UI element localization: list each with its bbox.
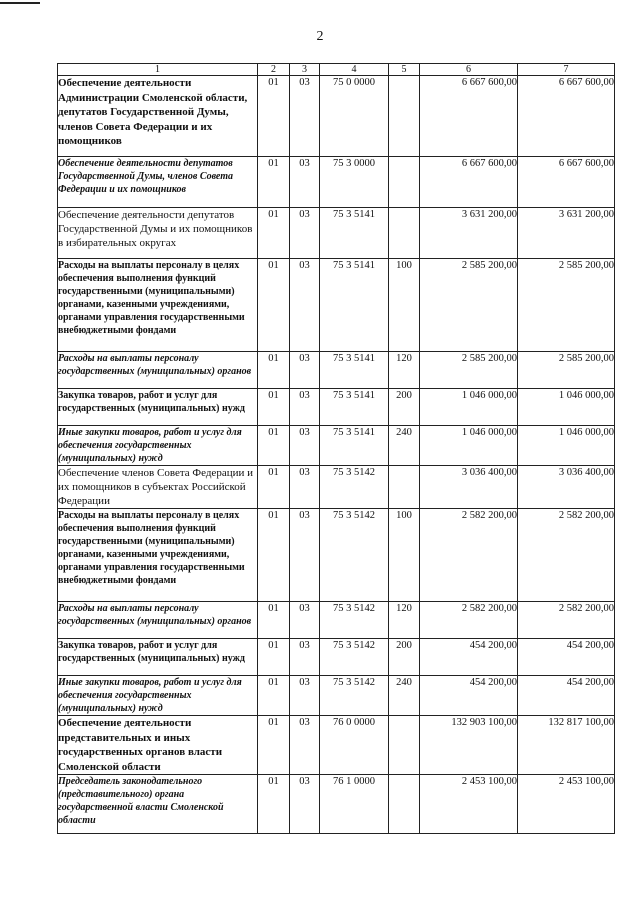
section-code-cell: 01: [258, 208, 290, 259]
subsection-code-cell: 03: [290, 259, 320, 352]
header-cell: 3: [290, 64, 320, 76]
table-row: [58, 509, 615, 602]
amount-year-1-cell: 2 453 100,00: [420, 775, 518, 834]
target-article-cell: 75 3 5141: [320, 389, 389, 426]
row-name-cell: Обеспечение членов Совета Федерации и их помощников в субъектах Российской Федерации: [58, 466, 258, 509]
header-cell: 6: [420, 64, 518, 76]
expense-type-cell: 240: [389, 676, 420, 716]
table-row: [58, 157, 615, 208]
target-article-cell: 75 3 5141: [320, 352, 389, 389]
section-code-cell: 01: [258, 76, 290, 157]
row-name-cell: Обеспечение деятельности депутатов Государственной Думы и их помощников в избирательных округах: [58, 208, 258, 259]
row-name-cell: Председатель законодательного (представительного) органа государственной власти Смоленской области: [58, 775, 258, 834]
expense-type-cell: 200: [389, 389, 420, 426]
amount-year-1-cell: 3 631 200,00: [420, 208, 518, 259]
subsection-code-cell: 03: [290, 157, 320, 208]
section-code-cell: 01: [258, 639, 290, 676]
amount-year-2-cell: 2 582 200,00: [518, 602, 615, 639]
subsection-code-cell: 03: [290, 676, 320, 716]
expense-type-cell: [389, 76, 420, 157]
header-cell: 5: [389, 64, 420, 76]
amount-year-1-cell: 6 667 600,00: [420, 157, 518, 208]
table-row: [58, 208, 615, 259]
section-code-cell: 01: [258, 775, 290, 834]
subsection-code-cell: 03: [290, 509, 320, 602]
expense-type-cell: [389, 466, 420, 509]
subsection-code-cell: 03: [290, 208, 320, 259]
expense-type-cell: [389, 208, 420, 259]
amount-year-1-cell: 2 582 200,00: [420, 509, 518, 602]
table-row: [58, 352, 615, 389]
section-code-cell: 01: [258, 259, 290, 352]
section-code-cell: 01: [258, 466, 290, 509]
table-row: [58, 639, 615, 676]
amount-year-1-cell: 2 582 200,00: [420, 602, 518, 639]
table-row: [58, 466, 615, 509]
amount-year-2-cell: 454 200,00: [518, 639, 615, 676]
amount-year-1-cell: 1 046 000,00: [420, 389, 518, 426]
amount-year-1-cell: 2 585 200,00: [420, 259, 518, 352]
table-row: [58, 76, 615, 157]
amount-year-1-cell: 132 903 100,00: [420, 716, 518, 775]
row-name-cell: Закупка товаров, работ и услуг для государственных (муниципальных) нужд: [58, 639, 258, 676]
target-article-cell: 75 3 5141: [320, 426, 389, 466]
target-article-cell: 75 3 0000: [320, 157, 389, 208]
expense-type-cell: [389, 716, 420, 775]
subsection-code-cell: 03: [290, 466, 320, 509]
amount-year-1-cell: 3 036 400,00: [420, 466, 518, 509]
section-code-cell: 01: [258, 389, 290, 426]
table-row: [58, 426, 615, 466]
expense-type-cell: [389, 157, 420, 208]
target-article-cell: 75 3 5142: [320, 466, 389, 509]
section-code-cell: 01: [258, 426, 290, 466]
subsection-code-cell: 03: [290, 76, 320, 157]
section-code-cell: 01: [258, 676, 290, 716]
target-article-cell: 75 3 5142: [320, 639, 389, 676]
section-code-cell: 01: [258, 352, 290, 389]
table-row: [58, 716, 615, 775]
target-article-cell: 75 3 5142: [320, 509, 389, 602]
row-name-cell: Обеспечение деятельности депутатов Государственной Думы, членов Совета Федерации и их помощников: [58, 157, 258, 208]
amount-year-1-cell: 2 585 200,00: [420, 352, 518, 389]
expense-type-cell: [389, 775, 420, 834]
section-code-cell: 01: [258, 509, 290, 602]
subsection-code-cell: 03: [290, 716, 320, 775]
corner-rule: [0, 2, 40, 4]
amount-year-2-cell: 1 046 000,00: [518, 389, 615, 426]
row-name-cell: Иные закупки товаров, работ и услуг для обеспечения государственных (муниципальных) нужд: [58, 426, 258, 466]
amount-year-2-cell: 6 667 600,00: [518, 76, 615, 157]
table-row: [58, 676, 615, 716]
amount-year-2-cell: 132 817 100,00: [518, 716, 615, 775]
budget-table: [57, 63, 615, 834]
amount-year-2-cell: 3 631 200,00: [518, 208, 615, 259]
row-name-cell: Закупка товаров, работ и услуг для государственных (муниципальных) нужд: [58, 389, 258, 426]
amount-year-1-cell: 1 046 000,00: [420, 426, 518, 466]
target-article-cell: 75 3 5141: [320, 259, 389, 352]
table-row: [58, 259, 615, 352]
header-cell: 7: [518, 64, 615, 76]
target-article-cell: 75 3 5142: [320, 676, 389, 716]
amount-year-2-cell: 6 667 600,00: [518, 157, 615, 208]
table-row: [58, 602, 615, 639]
subsection-code-cell: 03: [290, 602, 320, 639]
amount-year-2-cell: 3 036 400,00: [518, 466, 615, 509]
expense-type-cell: 240: [389, 426, 420, 466]
row-name-cell: Расходы на выплаты персоналу государственных (муниципальных) органов: [58, 602, 258, 639]
section-code-cell: 01: [258, 716, 290, 775]
target-article-cell: 75 3 5141: [320, 208, 389, 259]
expense-type-cell: 100: [389, 259, 420, 352]
target-article-cell: 76 0 0000: [320, 716, 389, 775]
table-body: [58, 76, 615, 834]
header-cell: 2: [258, 64, 290, 76]
target-article-cell: 75 3 5142: [320, 602, 389, 639]
target-article-cell: 76 1 0000: [320, 775, 389, 834]
row-name-cell: Расходы на выплаты персоналу государственных (муниципальных) органов: [58, 352, 258, 389]
amount-year-2-cell: 2 582 200,00: [518, 509, 615, 602]
row-name-cell: Расходы на выплаты персоналу в целях обеспечения выполнения функций государственными (муниципальными) органами, казенными учреждениями, органами управления государственными внебюджетными фондами: [58, 509, 258, 602]
target-article-cell: 75 0 0000: [320, 76, 389, 157]
table-row: [58, 775, 615, 834]
subsection-code-cell: 03: [290, 352, 320, 389]
expense-type-cell: 100: [389, 509, 420, 602]
amount-year-2-cell: 2 453 100,00: [518, 775, 615, 834]
amount-year-1-cell: 454 200,00: [420, 639, 518, 676]
row-name-cell: Расходы на выплаты персоналу в целях обеспечения выполнения функций государственными (муниципальными) органами, казенными учреждениями, органами управления государственными внебюджетными фондами: [58, 259, 258, 352]
subsection-code-cell: 03: [290, 639, 320, 676]
amount-year-1-cell: 454 200,00: [420, 676, 518, 716]
section-code-cell: 01: [258, 602, 290, 639]
header-cell: 1: [58, 64, 258, 76]
header-row: [58, 64, 615, 76]
expense-type-cell: 200: [389, 639, 420, 676]
amount-year-2-cell: 2 585 200,00: [518, 259, 615, 352]
subsection-code-cell: 03: [290, 389, 320, 426]
subsection-code-cell: 03: [290, 775, 320, 834]
amount-year-2-cell: 1 046 000,00: [518, 426, 615, 466]
section-code-cell: 01: [258, 157, 290, 208]
row-name-cell: Обеспечение деятельности Администрации Смоленской области, депутатов Государственной Думы, членов Совета Федерации и их помощников: [58, 76, 258, 157]
amount-year-2-cell: 454 200,00: [518, 676, 615, 716]
expense-type-cell: 120: [389, 602, 420, 639]
subsection-code-cell: 03: [290, 426, 320, 466]
header-cell: 4: [320, 64, 389, 76]
table-row: [58, 389, 615, 426]
row-name-cell: Обеспечение деятельности представительных и иных государственных органов власти Смоленской области: [58, 716, 258, 775]
amount-year-1-cell: 6 667 600,00: [420, 76, 518, 157]
amount-year-2-cell: 2 585 200,00: [518, 352, 615, 389]
page-number: 2: [316, 29, 324, 44]
expense-type-cell: 120: [389, 352, 420, 389]
row-name-cell: Иные закупки товаров, работ и услуг для обеспечения государственных (муниципальных) нужд: [58, 676, 258, 716]
